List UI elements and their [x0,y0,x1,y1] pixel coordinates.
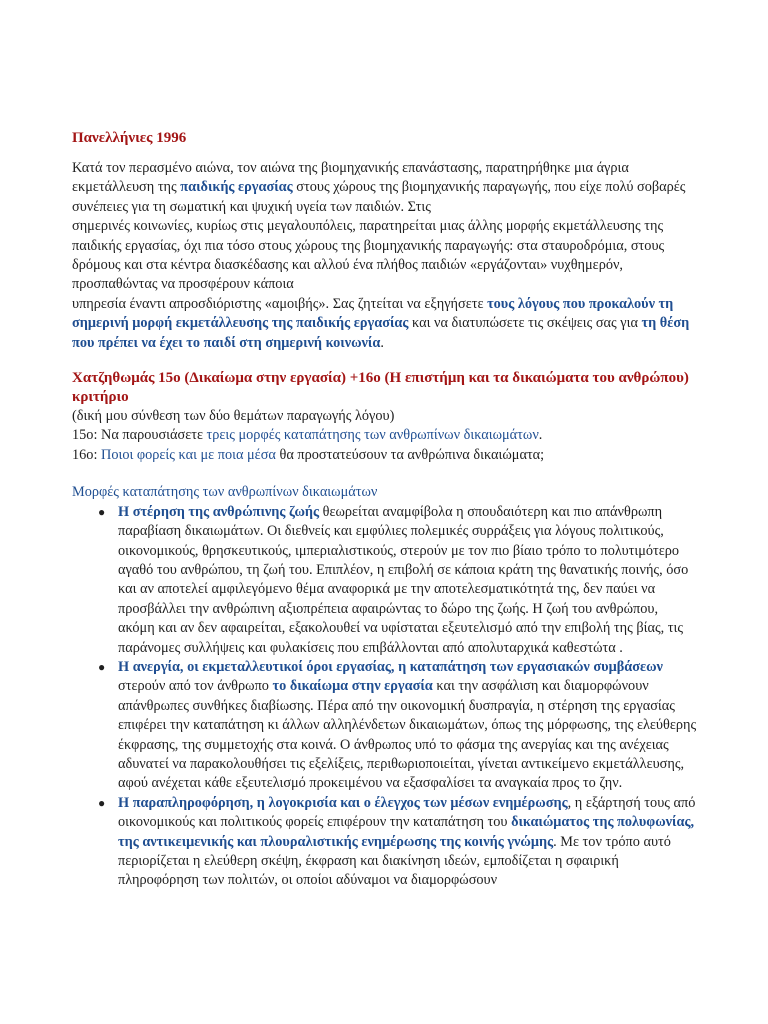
document-title: Πανελλήνιες 1996 [72,130,187,146]
question-15 [72,426,698,445]
document-page [72,128,698,891]
highlighted-text: τους λόγους που προκαλούν τη σημερινή μορφή εκμετάλλευσης της παιδικής εργασίας [72,295,674,332]
text-run: σημερινές κοινωνίες, κυρίως στις μεγαλουπόλεις, παρατηρείται μιας άλλης μορφής εκμετάλλευσης της παιδικής εργασίας, όχι πια τόσο στους χώρους της βιομηχανικής παραγωγής: στα σταυροδρόμια, στους δρόμους και στα κέντρα διασκέδασης και αλλού ένα πλήθος παιδιών «εργάζονται» νυχθημερόν, προσπαθώντας να προσφέρουν κάποια [72,218,665,293]
text-run: . Με τον τρόπο αυτό περιορίζεται η ελεύθερη σκέψη, έκφραση και διακίνηση ιδεών, εμποδίζεται η σφαιρική πληροφόρηση των πολιτών, οι οποίοι αδύναμοι να διαμορφώσουν [118,833,671,889]
highlighted-text: παιδικής εργασίας [180,179,293,196]
highlighted-text: δικαιώματος της πολυφωνίας, της αντικειμενικής και πλουραλιστικής ενημέρωσης της κοινής γνώμης [118,814,695,850]
text-run: στερούν από τον άνθρωπο [118,678,273,695]
bullet-icon: ● [98,795,106,810]
list-item [72,658,698,794]
highlighted-text: Η στέρηση της ανθρώπινης ζωής [118,503,320,520]
text-run: , η εξάρτησή τους από οικονομικούς και πολιτικούς φορείς επιφέρουν την καταπάτηση του [118,794,696,831]
list-item-text [118,504,688,656]
question-16 [72,446,698,465]
bullet-icon: ● [98,504,106,519]
text-run: θεωρείται αναμφίβολα η σπουδαιότερη και πιο απάνθρωπη παραβίαση δικαιωμάτων. Οι διεθνείς και εμφύλιες πολεμικές συρράξεις για λόγους πολιτικούς, οικονομικούς, θρησκευτικούς, ιμπεριαλιστικούς, στερούν με τον πιο βίαιο τρόπο το πολυτιμότερο αγαθό του ανθρώπου, τη ζωή του. Επιπλέον, η επιβολή σε κάποια κράτη της θανατικής ποινής, όσο και αν αποτελεί αμφιλεγόμενο θέμα αναφορικά με την αποτελεσματικότητά της, δεν παύει να προσβάλλει την ανθρώπινη αξιοπρέπεια αφαιρώντας το δώρο της ζωής. Η ζωή του ανθρώπου, ακόμη και αν δεν αφαιρείται, εξακολουθεί να υφίσταται εξευτελισμό από την επιβολή της βίας, τις παράνομες συλλήψεις και φυλακίσεις που επιβάλλονται από απολυταρχικά καθεστώτα . [118,503,689,656]
bullet-list [72,503,698,891]
subtitle-heading: Χατζηθωμάς 15ο (Δικαίωμα στην εργασία) +16ο (Η επιστήμη και τα δικαιώματα του ανθρώπου) κριτήριο [72,370,689,406]
highlighted-text: τη θέση που πρέπει να έχει το παιδί στη σημερινή κοινωνία [72,315,690,351]
text-run: υπηρεσία έναντι απροσδιόριστης «αμοιβής». Σας ζητείται να εξηγήσετε [72,295,488,312]
text-run: . [380,334,384,351]
bullet-icon: ● [98,659,106,674]
list-item [72,503,698,658]
text-run: 16ο: [72,446,101,463]
highlighted-text: τρεις μορφές καταπάτησης των ανθρωπίνων δικαιωμάτων [206,427,539,444]
highlighted-text: Η παραπληροφόρηση, η λογοκρισία και ο έλεγχος των μέσων ενημέρωσης [118,794,568,811]
highlighted-text: Ποιοι φορείς και με ποια μέσα [101,446,276,463]
text-run: Κατά τον περασμένο αιώνα, τον αιώνα της βιομηχανικής επανάστασης, παρατηρήθηκε μια άγρια εκμετάλλευση της [72,160,629,196]
text-run: θα προστατεύσουν τα ανθρώπινα δικαιώματα; [275,446,545,463]
list-item [72,794,698,891]
highlighted-text: Η ανεργία, οι εκμεταλλευτικοί όροι εργασίας, η καταπάτηση των εργασιακών συμβάσεων [118,658,663,675]
subtitle-note: (δική μου σύνθεση των δύο θεμάτων παραγωγής λόγου) [72,408,395,425]
text-run: στους χώρους της βιομηχανικής παραγωγής, που είχε πολύ σοβαρές συνέπειες για τη σωματική και ψυχική υγεία των παιδιών. Στις [72,179,686,215]
text-run: και την ασφάλιση και διαμορφώνουν απάνθρωπες συνθήκες διαβίωσης. Πέρα από την οικονομική δυσπραγία, η στέρηση της εργασίας επιφέρει την καταπάτηση κι άλλων αλληλένδετων δικαιωμάτων, όπως της μόρφωσης, της ελεύθερης έκφρασης, της συμμετοχής στα κοινά. Ο άνθρωπος υπό το φάσμα της ανεργίας και της ανέχειας αδυνατεί να παρακολουθήσει τις εξελίξεις, περιθωριοποιείται, γίνεται αντικείμενο εκμετάλλευσης, αφού ανέχεται κάθε εξευτελισμό προκειμένου να εξασφαλίσει τα αναγκαία προς το ζην. [118,678,697,792]
list-item-text [118,659,696,791]
assignment-paragraph [72,159,698,353]
section-heading: Μορφές καταπάτησης των ανθρωπίνων δικαιωμάτων [72,484,378,501]
text-run: και να διατυπώσετε τις σκέψεις σας για [408,315,642,332]
text-run: 15ο: Να παρουσιάσετε [72,427,207,444]
highlighted-text: το δικαίωμα στην εργασία [272,678,433,695]
text-run: . [538,427,543,444]
list-item-text [118,795,695,889]
